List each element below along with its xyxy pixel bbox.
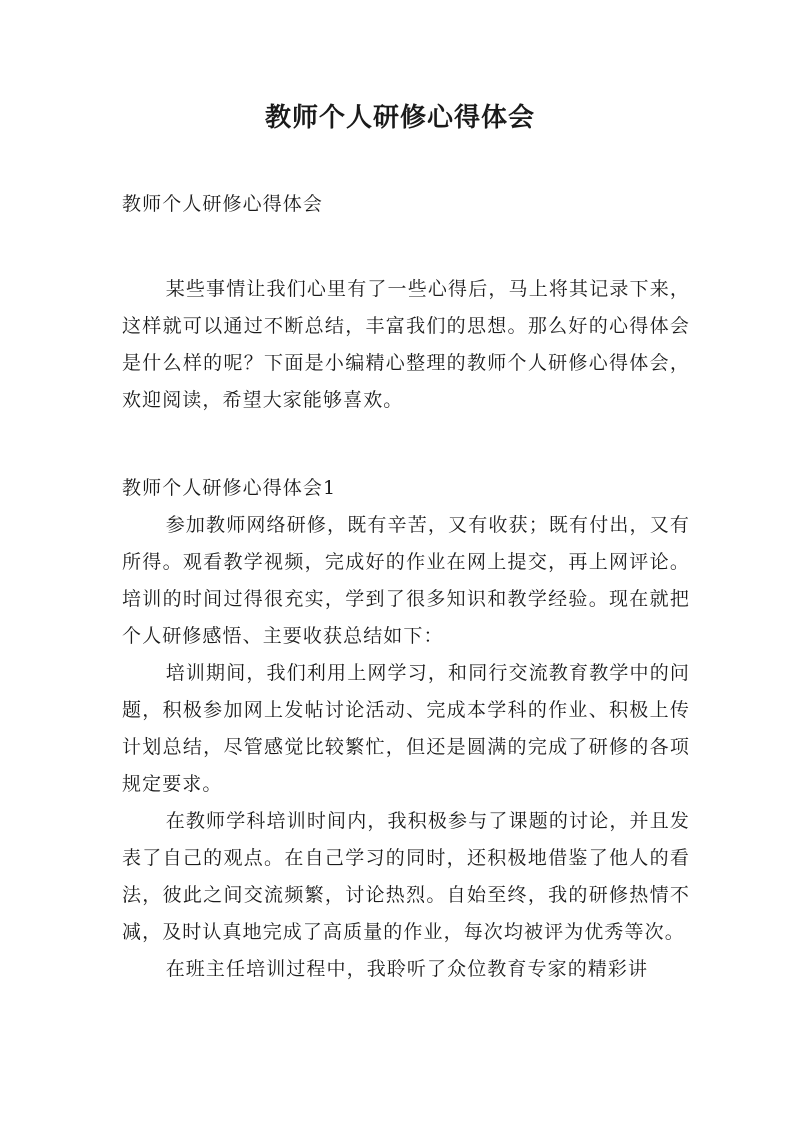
spacer [122, 419, 690, 470]
body-paragraph: 参加教师网络研修，既有辛苦，又有收获；既有付出，又有所得。观看教学视频，完成好的作业在网上提交，再上网评论。培训的时间过得很充实，学到了很多知识和教学经验。现在就把个人研修感悟、主要收获总结如下： [122, 514, 690, 647]
body-paragraph: 在教师学科培训时间内，我积极参与了课题的讨论，并且发表了自己的观点。在自己学习的同时，还积极地借鉴了他人的看法，彼此之间交流频繁，讨论热烈。自始至终，我的研修热情不减，及时认真地完成了高质量的作业，每次均被评为优秀等次。 [122, 810, 690, 943]
body-paragraph: 在班主任培训过程中，我聆听了众位教育专家的精彩讲 [165, 958, 649, 980]
document-title: 教师个人研修心得体会 [264, 103, 535, 133]
body-paragraph: 培训期间，我们利用上网学习，和同行交流教育教学中的问题，积极参加网上发帖讨论活动、完成本学科的作业、积极上传计划总结，尽管感觉比较繁忙，但还是圆满的完成了研修的各项规定要求。 [122, 662, 690, 795]
spacer [122, 223, 690, 271]
intro-paragraph: 某些事情让我们心里有了一些心得后，马上将其记录下来，这样就可以通过不断总结，丰富我们的思想。那么好的心得体会是什么样的呢？下面是小编精心整理的教师个人研修心得体会，欢迎阅读，希望大家能够喜欢。 [122, 278, 690, 411]
section-heading: 教师个人研修心得体会1 [122, 477, 337, 499]
document-body [122, 186, 690, 988]
document-subtitle: 教师个人研修心得体会 [122, 193, 324, 215]
